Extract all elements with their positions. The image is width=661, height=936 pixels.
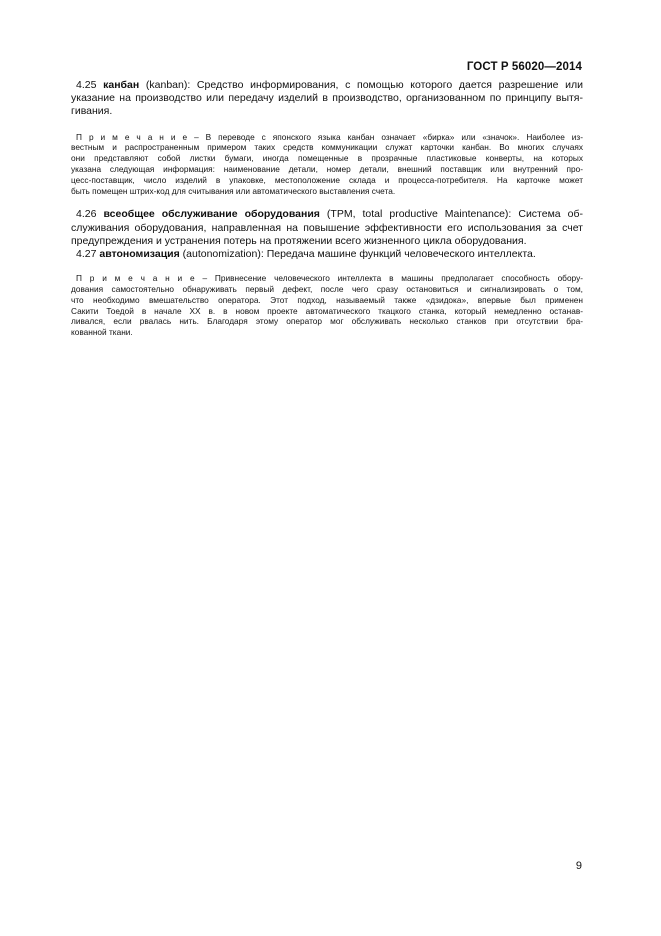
term-number: 4.26: [76, 208, 97, 221]
term-title: канбан: [103, 79, 140, 91]
note-autonomization: [71, 273, 583, 338]
term-definition-line: гивания.: [71, 105, 113, 118]
term-4-27: [76, 248, 583, 261]
note-text-line: они представляют собой листки бумаги, иногда помещенные в прозрачные пластиковые конверты, на которых: [71, 153, 583, 164]
note-text-line: указана следующая информация: наименование детали, номер детали, внешний поставщик или внутренний про-: [71, 164, 583, 174]
note-label: П р и м е ч а н и е: [76, 273, 195, 284]
term-4-26: [71, 208, 584, 248]
note-text-line: цесс-поставщик, число изделий в упаковке, местоположение склада и процесса-потребителя. На карточке может: [71, 174, 583, 185]
term-definition-line: (autonomization): Передача машине функций человеческого интеллекта.: [179, 248, 536, 260]
term-4-25: [71, 79, 583, 119]
term-definition-line: (kanban): Средство информирования, с помощью которого дается разрешение или: [139, 79, 583, 91]
note-text-line: Сакити Тоедой в начале XX в. в новом проекте автоматического ткацкого станка, который немедленно останав-: [71, 305, 583, 316]
note-text-line: кованной ткани.: [71, 327, 133, 338]
term-definition-line: служивания оборудования, направленная на повышение эффективности его использования за счет: [71, 221, 583, 234]
term-definition-line: (TPM, total productive Maintenance): Система об-: [319, 208, 584, 221]
term-title: всеобщее обслуживание оборудования: [103, 208, 320, 221]
document-header-code: ГОСТ Р 56020—2014: [466, 61, 582, 73]
note-text-line: что необходимо вмешательство оператора. Этот подход, называемый также «дзидока», впервые был применен: [71, 294, 583, 305]
page-content: [71, 79, 584, 338]
term-title: автономизация: [99, 248, 180, 260]
note-label: П р и м е ч а н и е: [76, 131, 188, 142]
page-number: 9: [575, 860, 582, 872]
note-text-line: быть помещен штрих-код для считывания или автоматического выставления счета.: [71, 185, 396, 196]
term-definition-line: предупреждения и устранения потерь на протяжении всего жизненного цикла оборудования.: [71, 234, 527, 247]
note-text-line: ливался, если рвалась нить. Благодаря этому оператор мог обслуживать несколько станков при отсутствии бра-: [71, 316, 583, 327]
note-text-line: – Привнесение человеческого интеллекта в машины предполагает способность обору-: [194, 273, 583, 284]
term-definition-line: указание на производство или передачу изделий в производство, организованном по принципу вытя-: [71, 92, 583, 105]
note-text-line: вестным и распространенным примером таких средств коммуникации служат карточки канбан. Во многих случаях: [71, 142, 583, 153]
term-number: 4.27: [76, 248, 97, 260]
note-text-line: – В переводе с японского языка канбан означает «бирка» или «значок». Наиболее из-: [187, 131, 583, 142]
note-kanban: [71, 131, 583, 197]
note-text-line: дования самостоятельно обнаруживать первый дефект, после чего сразу остановиться и сигнализировать о том,: [71, 284, 583, 294]
term-number: 4.25: [76, 79, 97, 91]
